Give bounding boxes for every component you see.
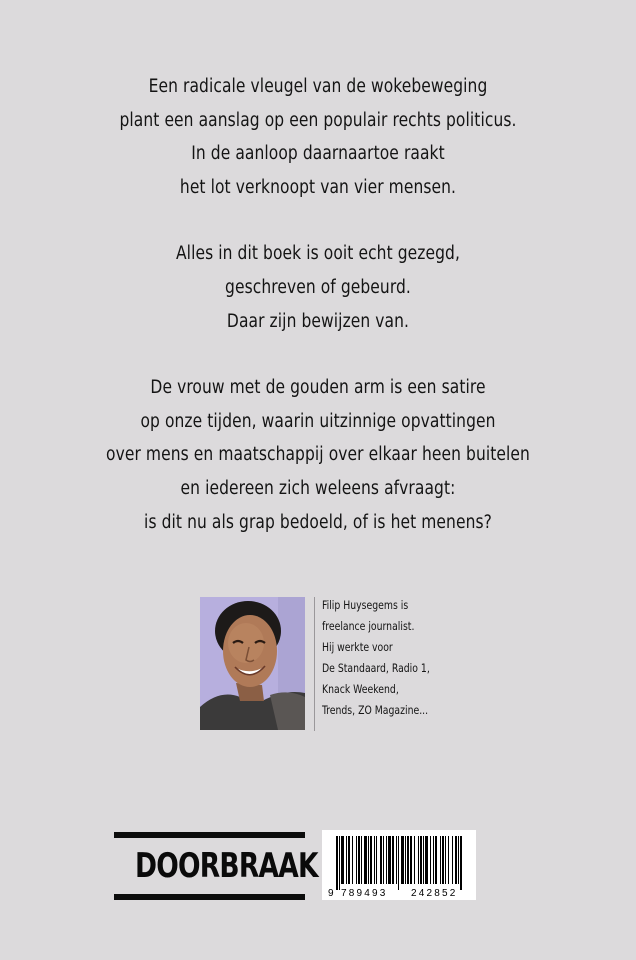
barcode-bar [452, 836, 453, 884]
barcode-bar [445, 836, 446, 884]
barcode-bar [401, 836, 404, 884]
author-bio-line: freelance journalist. [322, 619, 415, 634]
barcode-bar [361, 836, 362, 884]
barcode-bar [425, 836, 428, 884]
blurb-line: is dit nu als grap bedoeld, of is het menens? [144, 511, 492, 533]
author-bio-line: De Standaard, Radio 1, [322, 661, 430, 676]
barcode-bar [358, 836, 360, 884]
blurb-line: op onze tijden, waarin uitzinnige opvattingen [140, 410, 496, 432]
barcode-bar [348, 836, 350, 884]
author-portrait-image [200, 597, 305, 730]
barcode-bar [414, 836, 415, 884]
barcode-left-digits: 789493 [341, 888, 388, 899]
blurb-line: De vrouw met de gouden arm is een satire [150, 377, 486, 399]
blurb-line: en iedereen zich weleens afvraagt: [180, 477, 456, 499]
author-bio-line: Trends, ZO Magazine... [322, 703, 429, 718]
barcode-prefix-digit: 9 [328, 888, 334, 899]
blurb-line: geschreven of gebeurd. [225, 276, 411, 298]
barcode-bar [418, 836, 419, 884]
barcode-bar [380, 836, 382, 884]
isbn-barcode [322, 830, 476, 900]
barcode-bar [420, 836, 422, 884]
barcode-bar [448, 836, 449, 884]
barcode-bars [336, 836, 462, 890]
barcode-bar [405, 836, 406, 884]
blurb-paragraph [0, 70, 636, 204]
barcode-bar [368, 836, 369, 884]
barcode-bar [440, 836, 441, 884]
logo-top-rule [114, 832, 305, 838]
barcode-right-digits: 242852 [411, 888, 458, 899]
barcode-bar [423, 836, 424, 884]
barcode-bar [407, 836, 409, 884]
publisher-name: DOORBRAAK [135, 846, 318, 886]
barcode-graphic [322, 830, 476, 900]
blurb-paragraph [0, 371, 636, 539]
blurb-line: Een radicale vleugel van de wokebeweging [148, 76, 488, 97]
blurb-line: Alles in dit boek is ooit echt gezegd, [176, 243, 460, 265]
author-bio-line: Filip Huysegems is [322, 598, 409, 612]
blurb-line: over mens en maatschappij over elkaar heen buitelen [106, 444, 530, 466]
blurb-paragraph [0, 237, 636, 338]
author-bio-line: Hij werkte voor [322, 640, 393, 655]
author-divider [314, 597, 315, 731]
barcode-bar [398, 836, 399, 890]
logo-bottom-rule [114, 894, 305, 900]
blurb-line: In de aanloop daarnaartoe raakt [191, 143, 445, 165]
barcode-bar [442, 836, 444, 884]
back-cover-blurb [0, 70, 636, 572]
barcode-bar [386, 836, 387, 884]
barcode-bar [370, 836, 372, 884]
author-bio [322, 595, 462, 722]
barcode-bar [458, 836, 459, 884]
barcode-bar [435, 836, 437, 884]
blurb-line: het lot verknoopt van vier mensen. [179, 176, 457, 198]
barcode-bar [430, 836, 431, 884]
barcode-bar [460, 836, 462, 890]
author-photo [200, 597, 305, 730]
barcode-bar [352, 836, 353, 884]
barcode-bar [388, 836, 391, 884]
barcode-bar [339, 836, 340, 890]
barcode-bar [392, 836, 394, 884]
blurb-line: Daar zijn bewijzen van. [226, 310, 410, 332]
barcode-bar [341, 836, 344, 884]
barcode-bar [336, 836, 338, 890]
barcode-bar [383, 836, 384, 884]
barcode-bar [376, 836, 377, 884]
barcode-bar [455, 836, 457, 884]
barcode-bar [374, 836, 375, 884]
barcode-bar [346, 836, 347, 884]
barcode-bar [410, 836, 412, 884]
author-bio-line: Knack Weekend, [322, 682, 399, 697]
barcode-bar [396, 836, 397, 884]
publisher-logo [114, 832, 318, 900]
barcode-bar [433, 836, 434, 884]
blurb-line: plant een aanslag op een populair rechts politicus. [119, 109, 517, 131]
barcode-bar [356, 836, 357, 884]
barcode-bar [364, 836, 367, 884]
